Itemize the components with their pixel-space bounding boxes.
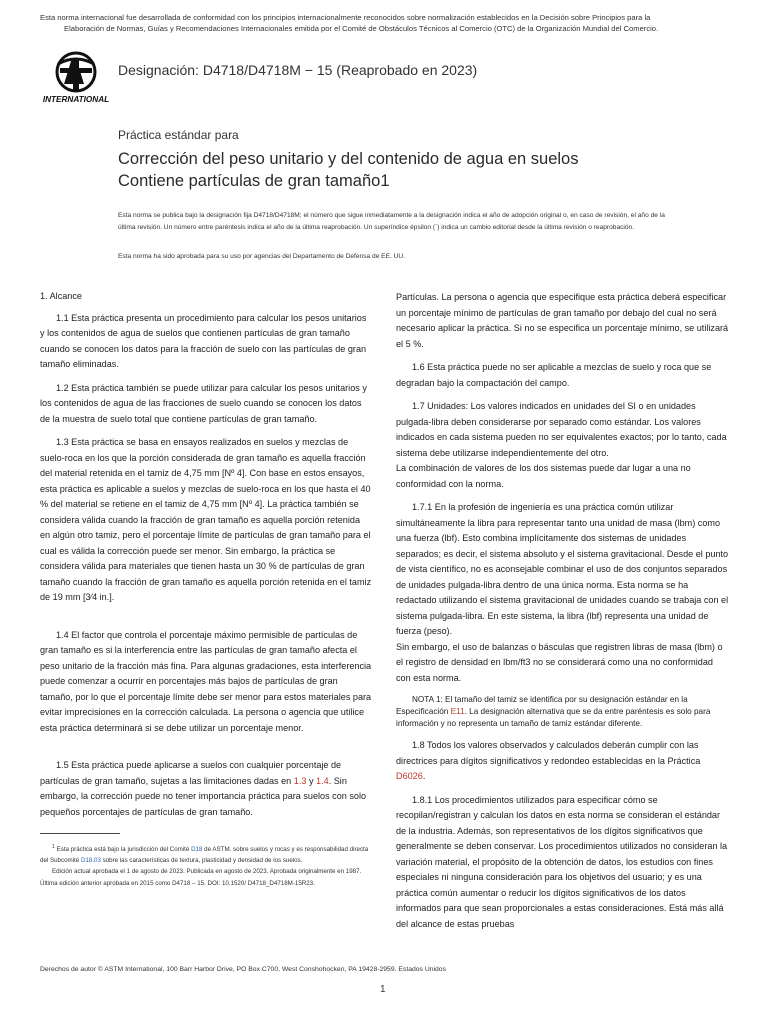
link-spec-e11[interactable]: E11	[450, 707, 465, 716]
note-1-text-b: . La designación alternativa que se da entre paréntesis es solo para información y no representa un tamaño de tamiz estándar diferente.	[396, 707, 711, 728]
astm-logo	[40, 50, 112, 108]
para-1-2: 1.2 Esta práctica también se puede utilizar para calcular los pesos unitarios y los contenidos de agua de las fracciones de suelo cuando se conocen los datos de la muestra de suelo total que contiene partículas de gran tamaño.	[40, 382, 367, 424]
note-1	[396, 694, 730, 730]
para-continuation: Partículas. La persona o agencia que especifique esta práctica deberá especificar un porcentaje mínimo de partículas de gran tamaño por debajo del cual no será necesario aplicar la práctica. Si no se especifica un porcentaje mínimo, se utilizará el 5 %.	[396, 292, 729, 349]
notice-line-2: Elaboración de Normas, Guías y Recomendaciones Internacionales emitida por el Comité de Obstáculos Técnicos al Comercio (OTC) de la Organización Mundial del Comercio.	[64, 24, 659, 33]
pre-title: Práctica estándar para	[118, 128, 239, 142]
copyright-line: Derechos de autor © ASTM International, 100 Barr Harbor Drive, PO Box C700, West Conshohocken, PA 19428-2959. Estados Unidos	[40, 966, 446, 973]
publication-note: Esta norma se publica bajo la designación fija D4718/D4718M; el número que sigue inmediatamente a la designación indica el año de adopción original o, en caso de revisión, el año de la última revisión. Un número entre paréntesis indica el año de la última reaprobación. Un superíndice épsilon (´) indica un cambio editorial desde la última revisión o reaprobación.	[118, 212, 665, 231]
footnote-edition: Edición actual aprobada el 1 de agosto de 2023. Publicada en agosto de 2023. Aprobada originalmente en 1987. Última edición anterior aprobada en 2015 como D4718 – 15. DOI: 10.1520/ D4718_D4718M-15R23.	[40, 868, 362, 887]
para-1-5-text-a: 1.5 Esta práctica puede aplicarse a suelos con cualquier porcentaje de partículas de gran tamaño, sujetas a las limitaciones dadas en	[40, 760, 342, 786]
para-1-1: 1.1 Esta práctica presenta un procedimiento para calcular los pesos unitarios y los contenidos de agua de suelos que contienen partículas de gran tamaño cuando se conocen los datos para la fracción de suelo con las partículas de gran tamaño eliminadas.	[40, 312, 367, 369]
footnote-jurisdiction	[40, 842, 370, 866]
footnote-text-c: sobre las características de textura, plasticidad y densidad de los suelos.	[100, 857, 303, 865]
link-section-1-4[interactable]: 1.4	[316, 775, 329, 786]
notice-line-1: Esta norma internacional fue desarrollada de conformidad con los principios internacionalmente reconocidos sobre normalización establecidos en la Decisión sobre Principios para la	[40, 13, 651, 22]
dod-approval-note: Esta norma ha sido aprobada para su uso por agencias del Departamento de Defensa de EE. UU.	[118, 253, 406, 260]
logo-wordmark: INTERNATIONAL	[42, 95, 110, 104]
footnote	[40, 842, 370, 889]
link-practice-d6026[interactable]: D6026	[396, 771, 423, 781]
para-1-5-text-b: . Sin embargo, la corrección puede no tener importancia práctica para suelos con solo pequeños porcentajes de partículas de gran tamaño.	[40, 775, 367, 817]
astm-logo-icon	[40, 50, 112, 108]
footnote-text-a: Esta práctica está bajo la jurisdicción del Comité	[54, 846, 192, 854]
para-1-6: 1.6 Esta práctica puede no ser aplicable a mezclas de suelo y roca que se degradan bajo la compactación del campo.	[396, 362, 712, 388]
para-1-8	[396, 738, 730, 785]
designation: Designación: D4718/D4718M − 15 (Reaprobado en 2023)	[118, 62, 478, 78]
para-1-7-b: La combinación de valores de los dos sistemas puede dar lugar a una no conformidad con la norma.	[396, 463, 691, 489]
link-committee-d18[interactable]: D18	[191, 846, 203, 854]
para-1-7: 1.7 Unidades: Los valores indicados en unidades del SI o en unidades pulgada-libra deben considerarse por separado como estándar. Los valores indicados en cada sistema pueden no ser equivalentes exactos; por lo tanto, cada sistema debe utilizarse independientemente del otro.	[396, 401, 727, 458]
para-1-7-1-b: Sin embargo, el uso de balanzas o básculas que registren libras de masa (lbm) o el registro de densidad en lbm/ft3 no se considerará como una no conformidad con esta norma.	[396, 641, 723, 683]
footnote-rule	[40, 833, 120, 834]
title-line-2: Contiene partículas de gran tamaño1	[118, 172, 390, 190]
footnote-text-b: de ASTM. sobre suelos y rocas y es responsabilidad directa del Subcomité	[40, 846, 369, 865]
document-title	[118, 148, 718, 192]
para-1-5-and: y	[306, 775, 317, 786]
right-column	[396, 290, 730, 932]
para-1-3: 1.3 Esta práctica se basa en ensayos realizados en suelos y mezclas de suelo-roca en los que la porción considerada de gran tamaño es aquella fracción del material retenida en el tamiz de 4,75 mm [Nº 4]. Con base en estos ensayos, esta práctica es aplicable a suelos y mezclas de suelo-roca en los que hasta el 40 % del material se retiene en el tamiz de 4,75 mm [Nº 4]. La práctica también se considera válida cuando la fracción de gran tamaño es aquella porción retenida en algún otro tamiz, pero el porcentaje límite de partículas de gran tamaño para el cual es válida la corrección puede ser menor. Sin embargo, la práctica se considera válida para materiales que tienen hasta un 30 % de partículas de gran tamaño cuando la fracción de gran tamaño es aquella porción retenida en el tamiz de 19 mm [3⁄4 in.].	[40, 437, 372, 602]
link-subcommittee-d18-03[interactable]: D18.03	[80, 857, 101, 865]
page-number: 1	[380, 984, 386, 995]
para-1-4: 1.4 El factor que controla el porcentaje máximo permisible de partículas de gran tamaño es si la interferencia entre las partículas de gran tamaño afecta el peso unitario de la fracción más fina. Para algunas gradaciones, esta interferencia puede comenzar a ocurrir en porcentajes más bajos de partículas de gran tamaño, por lo que el porcentaje límite debe ser menor para estos materiales para evitar imprecisiones en la corrección calculada. La persona o agencia que utilice esta práctica determinará si se debe utilizar un porcentaje menor.	[40, 629, 372, 733]
para-1-8-text-b: .	[422, 771, 426, 781]
title-line-1: Corrección del peso unitario y del contenido de agua en suelos	[118, 150, 579, 168]
link-section-1-3[interactable]: 1.3	[293, 775, 307, 786]
para-1-7-1: 1.7.1 En la profesión de ingeniería es una práctica común utilizar simultáneamente la libra para representar tanto una unidad de masa (lbm) como una fuerza (lbf). Esto combina implícitamente dos sistemas de unidades separados; es decir, el sistema absoluto y el sistema gravitacional. Desde el punto de vista científico, no es aconsejable combinar el uso de dos conjuntos separados de unidades pulgada-libra dentro de una única norma. Esta norma se ha redactado utilizando el sistema gravitacional de unidades cuando se trabaja con el sistema pulgada-libra. En este sistema, la libra (lbf) representa una unidad de fuerza (peso).	[396, 502, 729, 636]
note-1-text-a: NOTA 1: El tamaño del tamiz se identifica por su designación estándar en la Especificación	[396, 695, 688, 716]
para-1-8-text-a: 1.8 Todos los valores observados y calculados deberán cumplir con las directrices para dígitos significativos y redondeo establecidas en la Práctica	[396, 740, 701, 766]
para-1-5	[40, 758, 372, 820]
footnote-marker: 1	[52, 844, 55, 850]
section-heading-scope: 1. Alcance	[40, 291, 82, 301]
left-column	[40, 289, 372, 820]
who-tbt-notice	[40, 12, 740, 34]
para-1-8-1: 1.8.1 Los procedimientos utilizados para especificar cómo se recopilan/registran y calculan los datos en esta norma se consideran el estándar de la industria. Además, son representativos de los dígitos significativos que generalmente se deben conservar. Los procedimientos utilizados no consideran la variación material, el propósito de la obtención de datos, los estudios con fines especiales ni ninguna consideración para los objetivos del usuario; y es una práctica común aumentar o reducir los dígitos significativos de los datos informados para que sean proporcionales a estas consideraciones. Está más allá del alcance de estas pruebas	[396, 794, 728, 929]
